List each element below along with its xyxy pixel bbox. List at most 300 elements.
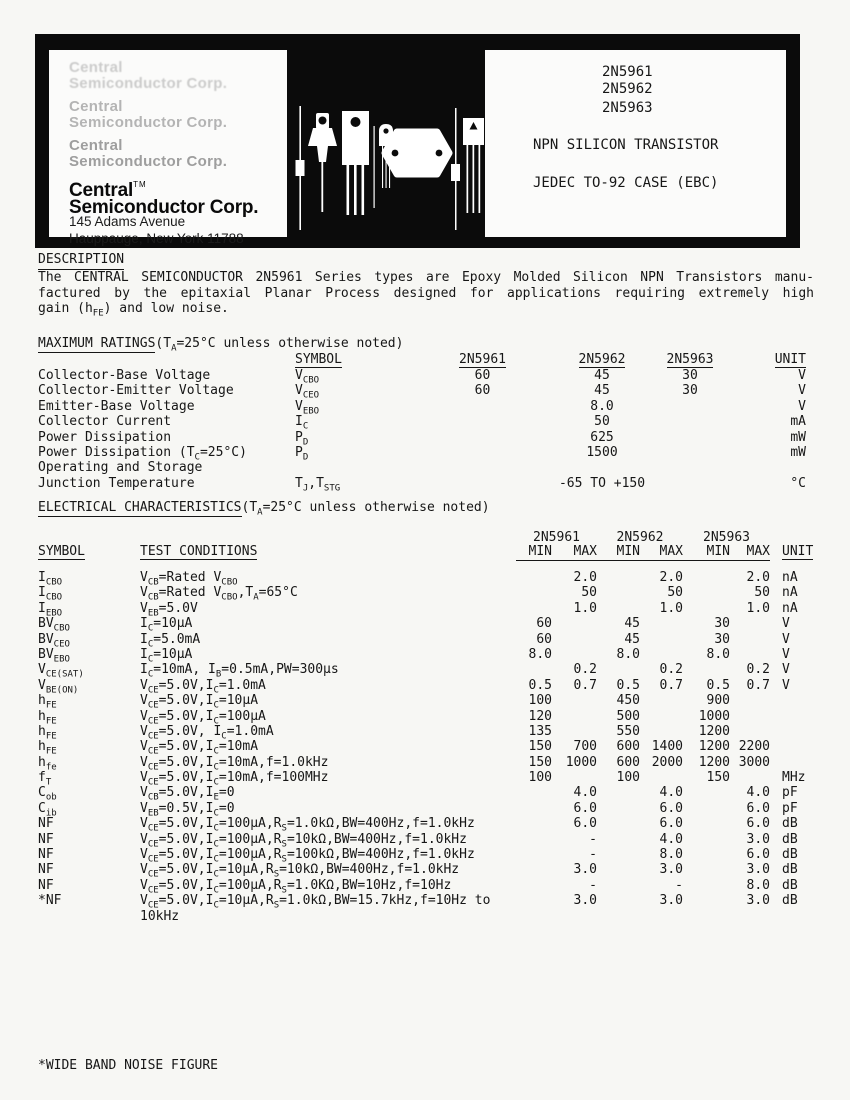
electrical-unit (770, 709, 812, 724)
electrical-unit: dB (782, 831, 798, 847)
electrical-symbol: NF (38, 877, 54, 893)
rating-value-2n5961 (425, 399, 540, 414)
max-2n5963: 1.0 (746, 600, 770, 616)
description-text: gain $(h_{FE})$ and low noise. (38, 301, 229, 319)
electrical-symbol: $f_T$ (38, 770, 52, 788)
electrical-unit: pF (782, 800, 798, 816)
description-section (38, 252, 814, 317)
electrical-row (38, 570, 814, 588)
electrical-conditions: ($T_A=25^\circ C$ unless otherwise noted) (241, 500, 490, 518)
min-2n5961: 100 (528, 693, 552, 709)
max-2n5962: 3.0 (659, 862, 683, 878)
ratings-row (38, 398, 814, 417)
max-2n5962: 4.0 (659, 785, 683, 801)
company-address (69, 213, 244, 247)
test-conditions: $V_{CE}=5.0V,I_C=10\mu A,R_S=1.0k\Omega,BW=15.7kHz,f=10Hz$ to (140, 893, 491, 911)
electrical-symbol: $V_{CE(SAT)}$ (38, 662, 84, 680)
rating-parameter: Power Dissipation $(T_C=25^\circ C)$ (38, 444, 247, 463)
max-2n5962 (640, 632, 683, 647)
min-2n5963 (683, 585, 730, 600)
min-2n5962 (597, 893, 640, 908)
test-conditions: $V_{CE}=5.0V,I_C=1.0mA$ (140, 677, 266, 696)
rating-value-2n5963 (664, 430, 716, 445)
rating-value-2n5962: 1500 (586, 444, 618, 460)
electrical-row (38, 831, 814, 850)
electrical-unit: dB (782, 877, 798, 893)
trademark-symbol: TM (133, 180, 147, 189)
max-2n5962: 0.7 (659, 677, 683, 693)
test-conditions: $V_{CB}=5.0V,I_E=0$ (140, 785, 235, 804)
footnote: *WIDE BAND NOISE FIGURE (38, 1058, 219, 1073)
max-2n5962: 1.0 (659, 600, 683, 616)
max-2n5962 (640, 693, 683, 708)
max-2n5961: 0.2 (573, 662, 597, 678)
max-2n5962 (640, 616, 683, 631)
rating-value-2n5962 (540, 460, 664, 475)
max-2n5961: 6.0 (573, 800, 597, 816)
rating-value-2n5962: 8.0 (590, 398, 614, 414)
electrical-symbol: $h_{FE}$ (38, 739, 57, 757)
electrical-unit: V (782, 646, 790, 662)
min-2n5962: 100 (616, 770, 640, 786)
min-2n5963 (683, 570, 730, 585)
min-2n5963: 30 (714, 616, 730, 632)
rating-unit (716, 460, 814, 475)
address-line-1: 145 Adams Avenue (69, 214, 186, 229)
min-2n5961: 150 (528, 754, 552, 770)
logo-ghost-1 (69, 60, 227, 92)
max-2n5963 (730, 693, 770, 708)
test-conditions: $V_{CB}=Rated$ $V_{CBO}$ (140, 570, 238, 588)
electrical-row (38, 877, 814, 896)
max-2n5963 (730, 647, 770, 662)
max-2n5962: 6.0 (659, 800, 683, 816)
max-2n5963 (730, 770, 770, 785)
ratings-row (38, 368, 814, 386)
test-conditions: $V_{CE}=5.0V,I_C=100\mu A$ (140, 708, 266, 727)
rating-parameter: Collector-Emitter Voltage (38, 383, 234, 399)
min-2n5962: 600 (616, 754, 640, 770)
min-2n5961: 100 (528, 770, 552, 786)
logo-ghost-line: Central (69, 59, 123, 76)
logo-ghost-line: Semiconductor Corp. (69, 114, 228, 131)
ratings-row (38, 475, 814, 494)
electrical-device-header: 2N5961 (533, 530, 580, 545)
electrical-row (38, 770, 814, 788)
test-conditions: $I_C=5.0mA$ (140, 631, 201, 650)
rating-value-2n5963 (664, 414, 716, 429)
rating-symbol: $V_{EBO}$ (295, 398, 320, 417)
max-2n5963: 3.0 (746, 893, 770, 909)
electrical-title: ELECTRICAL CHARACTERISTICS (38, 500, 242, 515)
max-2n5962: 6.0 (659, 816, 683, 832)
address-line-2: Hauppauge, New York 11788 (69, 231, 244, 246)
min-2n5962: 550 (616, 723, 640, 739)
min-2n5962 (597, 832, 640, 847)
min-2n5963 (683, 893, 730, 908)
logo-line-2: Semiconductor Corp. (69, 197, 259, 218)
min-2n5963 (683, 785, 730, 800)
case-info: JEDEC TO-92 CASE (EBC) (533, 175, 719, 191)
electrical-minmax-header-row (38, 545, 814, 561)
ratings-row (38, 460, 814, 475)
min-2n5961: 60 (536, 631, 552, 647)
max-2n5962: 50 (667, 585, 683, 601)
max-2n5963 (730, 632, 770, 647)
rating-value-2n5961 (425, 430, 540, 445)
max-2n5961: 2.0 (573, 570, 597, 585)
test-conditions: $V_{CE}=5.0V,I_C=100\mu A,R_S=10k\Omega,BW=400Hz,f=1.0kHz$ (140, 831, 467, 850)
logo-ghost-line: Semiconductor Corp. (69, 75, 228, 92)
ratings-device-header: 2N5963 (666, 352, 714, 367)
max-2n5963: 6.0 (746, 847, 770, 863)
min-2n5963: 0.5 (706, 677, 730, 693)
max-2n5962: 3.0 (659, 893, 683, 909)
max-2n5962 (640, 647, 683, 662)
min-2n5963: 1200 (698, 754, 730, 770)
max-2n5961 (552, 709, 597, 724)
min-2n5962 (597, 816, 640, 831)
electrical-symbol: $h_{FE}$ (38, 693, 57, 711)
logo-ghost-2 (69, 99, 227, 131)
electrical-row (38, 646, 814, 665)
min-2n5963 (683, 801, 730, 816)
min-2n5961 (516, 878, 552, 893)
max-2n5962: 0.2 (659, 662, 683, 678)
electrical-symbol: NF (38, 831, 54, 847)
rating-parameter: Operating and Storage (38, 460, 203, 476)
electrical-symbol: $h_{fe}$ (38, 754, 57, 773)
electrical-unit (770, 693, 812, 708)
rating-unit: mA (790, 414, 806, 430)
max-2n5961: 50 (581, 585, 597, 601)
to5-package-icon (308, 113, 337, 212)
min-2n5963: 8.0 (706, 646, 730, 662)
min-2n5962: 450 (616, 693, 640, 709)
min-2n5962: 45 (624, 616, 640, 632)
electrical-row (38, 708, 814, 727)
test-conditions: $I_C=10\mu A$ (140, 616, 193, 634)
rating-value-2n5963: 30 (682, 368, 698, 383)
min-2n5962 (597, 662, 640, 677)
max-2n5961: - (589, 831, 597, 847)
electrical-unit: V (782, 616, 790, 632)
rating-symbol: $P_D$ (295, 444, 309, 463)
electrical-unit: V (782, 631, 790, 647)
max-2n5961 (552, 693, 597, 708)
rating-symbol: $V_{CBO}$ (295, 368, 320, 386)
max-2n5963: 3000 (738, 754, 770, 770)
rating-symbol: $I_C$ (295, 414, 309, 432)
electrical-symbol-header: SYMBOL (38, 544, 85, 559)
test-conditions: $V_{EB}=0.5V,I_C=0$ (140, 800, 235, 819)
description-title: DESCRIPTION (38, 252, 124, 270)
electrical-symbol: $C_{ib}$ (38, 800, 57, 819)
electrical-symbol: $h_{FE}$ (38, 708, 57, 727)
logo-ghost-3 (69, 138, 227, 170)
transistor-packages-icon (287, 98, 485, 235)
electrical-symbol: $C_{ob}$ (38, 785, 57, 804)
max-2n5962 (640, 709, 683, 724)
max-2n5963: 2.0 (746, 570, 770, 585)
max-2n5961: 1.0 (573, 600, 597, 616)
rating-symbol: $V_{CEO}$ (295, 383, 320, 401)
logo-line-1: Central™ (69, 180, 147, 201)
electrical-unit (770, 739, 812, 754)
rating-unit: V (798, 368, 806, 383)
max-2n5961 (552, 770, 597, 785)
max-2n5962 (640, 724, 683, 739)
rating-value-2n5962: 45 (594, 383, 610, 399)
max-2n5963: 6.0 (746, 800, 770, 816)
min-2n5963: 150 (706, 770, 730, 786)
min-2n5962 (597, 847, 640, 862)
max-2n5961 (552, 632, 597, 647)
min-2n5963: 1000 (698, 708, 730, 724)
min-2n5962: 0.5 (616, 677, 640, 693)
max-2n5961 (552, 616, 597, 631)
part-number: 2N5963 (602, 100, 653, 116)
electrical-symbol: $I_{CBO}$ (38, 585, 63, 603)
min-2n5962 (597, 601, 640, 616)
electrical-device-header: 2N5962 (616, 530, 664, 545)
ratings-row (38, 444, 814, 463)
rating-symbol: $P_D$ (295, 429, 309, 448)
electrical-row (38, 785, 814, 804)
electrical-symbol: $BV_{EBO}$ (38, 646, 70, 665)
rating-parameter: Emitter-Base Voltage (38, 398, 195, 414)
min-2n5963: 1200 (698, 739, 730, 755)
min-2n5961: 135 (528, 723, 552, 739)
max-header: MAX (573, 544, 597, 559)
min-2n5962: 600 (616, 739, 640, 755)
maximum-ratings-conditions: ($T_A=25^\circ C$ unless otherwise noted) (155, 336, 404, 354)
company-logo (69, 176, 258, 216)
rating-value-2n5961 (425, 476, 540, 491)
test-conditions: $I_C=10mA$, $I_B=0.5mA,PW=300\mu s$ (140, 662, 339, 680)
max-2n5963: 50 (754, 585, 770, 601)
test-conditions: $V_{EB}=5.0V$ (140, 600, 198, 619)
max-2n5961: - (589, 877, 597, 893)
max-2n5962: 4.0 (659, 831, 683, 847)
max-2n5963: 2200 (738, 739, 770, 755)
logo-ghost-line: Central (69, 137, 123, 154)
ratings-row (38, 383, 814, 401)
ratings-unit-header: UNIT (774, 352, 806, 367)
electrical-row (38, 739, 814, 757)
min-2n5961 (516, 893, 552, 908)
electrical-symbol: $I_{EBO}$ (38, 600, 63, 619)
min-2n5962: 45 (624, 631, 640, 647)
part-number: 2N5962 (602, 81, 653, 97)
min-2n5963 (683, 662, 730, 677)
part-number: 2N5961 (602, 64, 653, 80)
electrical-row (38, 816, 814, 834)
electrical-symbol: NF (38, 847, 54, 863)
electrical-device-header: 2N5963 (703, 530, 750, 545)
electrical-unit: nA (782, 600, 798, 616)
electrical-symbol: NF (38, 862, 54, 878)
electrical-unit (770, 755, 812, 770)
min-2n5962 (597, 862, 640, 877)
max-2n5963: 0.2 (746, 662, 770, 678)
rating-value-2n5963 (664, 460, 716, 475)
rating-value-2n5963 (664, 445, 716, 460)
max-2n5962: 2000 (651, 754, 683, 770)
min-2n5961 (516, 862, 552, 877)
rating-unit: mW (790, 444, 806, 460)
max-2n5962: 1400 (651, 739, 683, 755)
to3-package-icon (385, 132, 449, 174)
min-2n5961 (516, 832, 552, 847)
maximum-ratings-section (38, 336, 814, 494)
max-2n5961 (552, 647, 597, 662)
ratings-row (38, 414, 814, 432)
ratings-device-header: 2N5962 (578, 352, 626, 367)
electrical-unit: nA (782, 585, 798, 601)
max-2n5962: 8.0 (659, 847, 683, 863)
electrical-symbol: $BV_{CBO}$ (38, 616, 70, 634)
min-2n5963 (683, 832, 730, 847)
max-2n5963: 3.0 (746, 831, 770, 847)
rating-value-2n5962: 625 (590, 429, 614, 445)
ratings-symbol-header: SYMBOL (295, 352, 342, 367)
min-2n5963 (683, 878, 730, 893)
ratings-device-header: 2N5961 (459, 352, 506, 367)
test-conditions: $V_{CB}=Rated$ $V_{CBO},T_A=65^\circ C$ (140, 585, 298, 603)
max-2n5962: 2.0 (659, 570, 683, 585)
min-2n5961 (516, 801, 552, 816)
max-2n5961: 700 (573, 739, 597, 755)
logo-box (49, 50, 287, 246)
electrical-row (38, 693, 814, 711)
min-2n5961 (516, 847, 552, 862)
rating-value-2n5963 (664, 476, 716, 491)
axial-lead-icon (374, 126, 375, 208)
rating-value-2n5962: 45 (594, 368, 610, 383)
max-2n5963 (730, 709, 770, 724)
minmax-group (683, 545, 770, 561)
max-2n5963: 0.7 (746, 677, 770, 693)
min-2n5963 (683, 862, 730, 877)
rating-unit: V (798, 398, 806, 414)
maximum-ratings-title: MAXIMUM RATINGS (38, 336, 156, 351)
 (38, 909, 140, 924)
min-2n5963: 900 (706, 693, 730, 709)
min-2n5962 (597, 570, 640, 585)
electrical-row (38, 754, 814, 773)
rating-unit: V (798, 383, 806, 399)
rating-value-2n5963: 30 (682, 383, 698, 399)
electrical-symbol: NF (38, 816, 54, 832)
to220-package-icon (342, 111, 369, 215)
max-2n5963: 8.0 (746, 877, 770, 893)
min-2n5962 (597, 801, 640, 816)
min-2n5961 (516, 816, 552, 831)
test-conditions: $V_{CE}=5.0V,I_C=10mA,f=1.0kHz$ (140, 754, 329, 773)
rating-parameter: Collector-Base Voltage (38, 368, 211, 383)
electrical-unit: MHz (782, 770, 806, 786)
rating-value-2n5961: 60 (474, 368, 491, 383)
electrical-unit: dB (782, 893, 798, 909)
min-2n5961: 0.5 (528, 677, 552, 693)
max-2n5962: - (675, 877, 683, 893)
logo-ghost-line: Semiconductor Corp. (69, 153, 228, 170)
max-2n5963 (730, 724, 770, 739)
electrical-row (38, 723, 814, 742)
rating-value-2n5962: 50 (594, 414, 610, 430)
max-2n5961: 6.0 (573, 816, 597, 832)
electrical-unit: pF (782, 785, 798, 801)
electrical-device-header-row (38, 530, 814, 545)
rating-value-2n5961 (425, 414, 540, 429)
electrical-characteristics-section (38, 500, 814, 924)
test-conditions: $V_{CE}=5.0V,I_C=10\mu A,R_S=10k\Omega,BW=400Hz,f=1.0kHz$ (140, 862, 460, 881)
min-2n5961: 120 (528, 708, 552, 724)
rating-symbol: $T_J,T_{STG}$ (295, 475, 341, 494)
electrical-unit: V (782, 662, 790, 678)
max-2n5961: 3.0 (573, 893, 597, 909)
electrical-conditions-header: TEST CONDITIONS (140, 544, 258, 559)
min-2n5961 (516, 785, 552, 800)
min-2n5961: 150 (528, 739, 552, 755)
rating-unit: °C (790, 475, 806, 491)
electrical-row (38, 662, 814, 680)
min-2n5963: 30 (714, 631, 730, 647)
test-conditions: $V_{CE}=5.0V,I_C=10\mu A$ (140, 693, 259, 711)
electrical-unit (770, 724, 812, 739)
max-header: MAX (659, 544, 683, 559)
min-2n5963: 1200 (698, 723, 730, 739)
min-2n5962 (597, 585, 640, 600)
test-conditions: $I_C=10\mu A$ (140, 646, 193, 665)
rating-symbol (287, 460, 425, 475)
electrical-row (38, 847, 814, 865)
electrical-table-body (38, 570, 814, 924)
max-2n5961: 3.0 (573, 862, 597, 878)
test-conditions-continued: 10kHz (140, 908, 180, 924)
electrical-symbol: $h_{FE}$ (38, 723, 57, 742)
min-2n5962: 8.0 (616, 646, 640, 662)
min-2n5961: 60 (536, 616, 552, 632)
rating-parameter: Collector Current (38, 414, 172, 430)
test-conditions: $V_{CE}=5.0V,I_C=10mA$ (140, 739, 259, 757)
electrical-symbol: *NF (38, 893, 62, 909)
test-conditions: $V_{CE}=5.0V,I_C=100\mu A,R_S=1.0K\Omega,BW=10Hz,f=10Hz$ (140, 877, 452, 896)
ratings-table-body (38, 368, 814, 494)
min-2n5961 (516, 585, 552, 600)
min-header: MIN (616, 544, 640, 559)
minmax-group (597, 545, 683, 561)
max-2n5961: 0.7 (573, 677, 597, 693)
minmax-group (516, 545, 597, 561)
description-text: The CENTRAL SEMICONDUCTOR 2N5961 Series types are Epoxy Molded Silicon NPN Transistors manu- (38, 269, 814, 285)
min-2n5963 (683, 816, 730, 831)
rating-value-2n5961: 60 (474, 383, 491, 399)
electrical-symbol: $V_{BE(ON)}$ (38, 677, 79, 696)
electrical-symbol: $BV_{CEO}$ (38, 631, 70, 650)
min-2n5961 (516, 570, 552, 585)
electrical-unit: dB (782, 862, 798, 878)
max-2n5963: 4.0 (746, 785, 770, 801)
rating-value-2n5963 (664, 399, 716, 414)
min-2n5961 (516, 662, 552, 677)
device-type: NPN SILICON TRANSISTOR (533, 137, 719, 153)
ratings-header-row (38, 352, 814, 368)
test-conditions: $V_{CE}=5.0V,I_C=100\mu A,R_S=100k\Omega,BW=400Hz,f=1.0kHz$ (140, 847, 475, 865)
electrical-row (38, 616, 814, 634)
description-text: factured by the epitaxial Planar Process designed for applications requiring extremely high (38, 285, 814, 301)
